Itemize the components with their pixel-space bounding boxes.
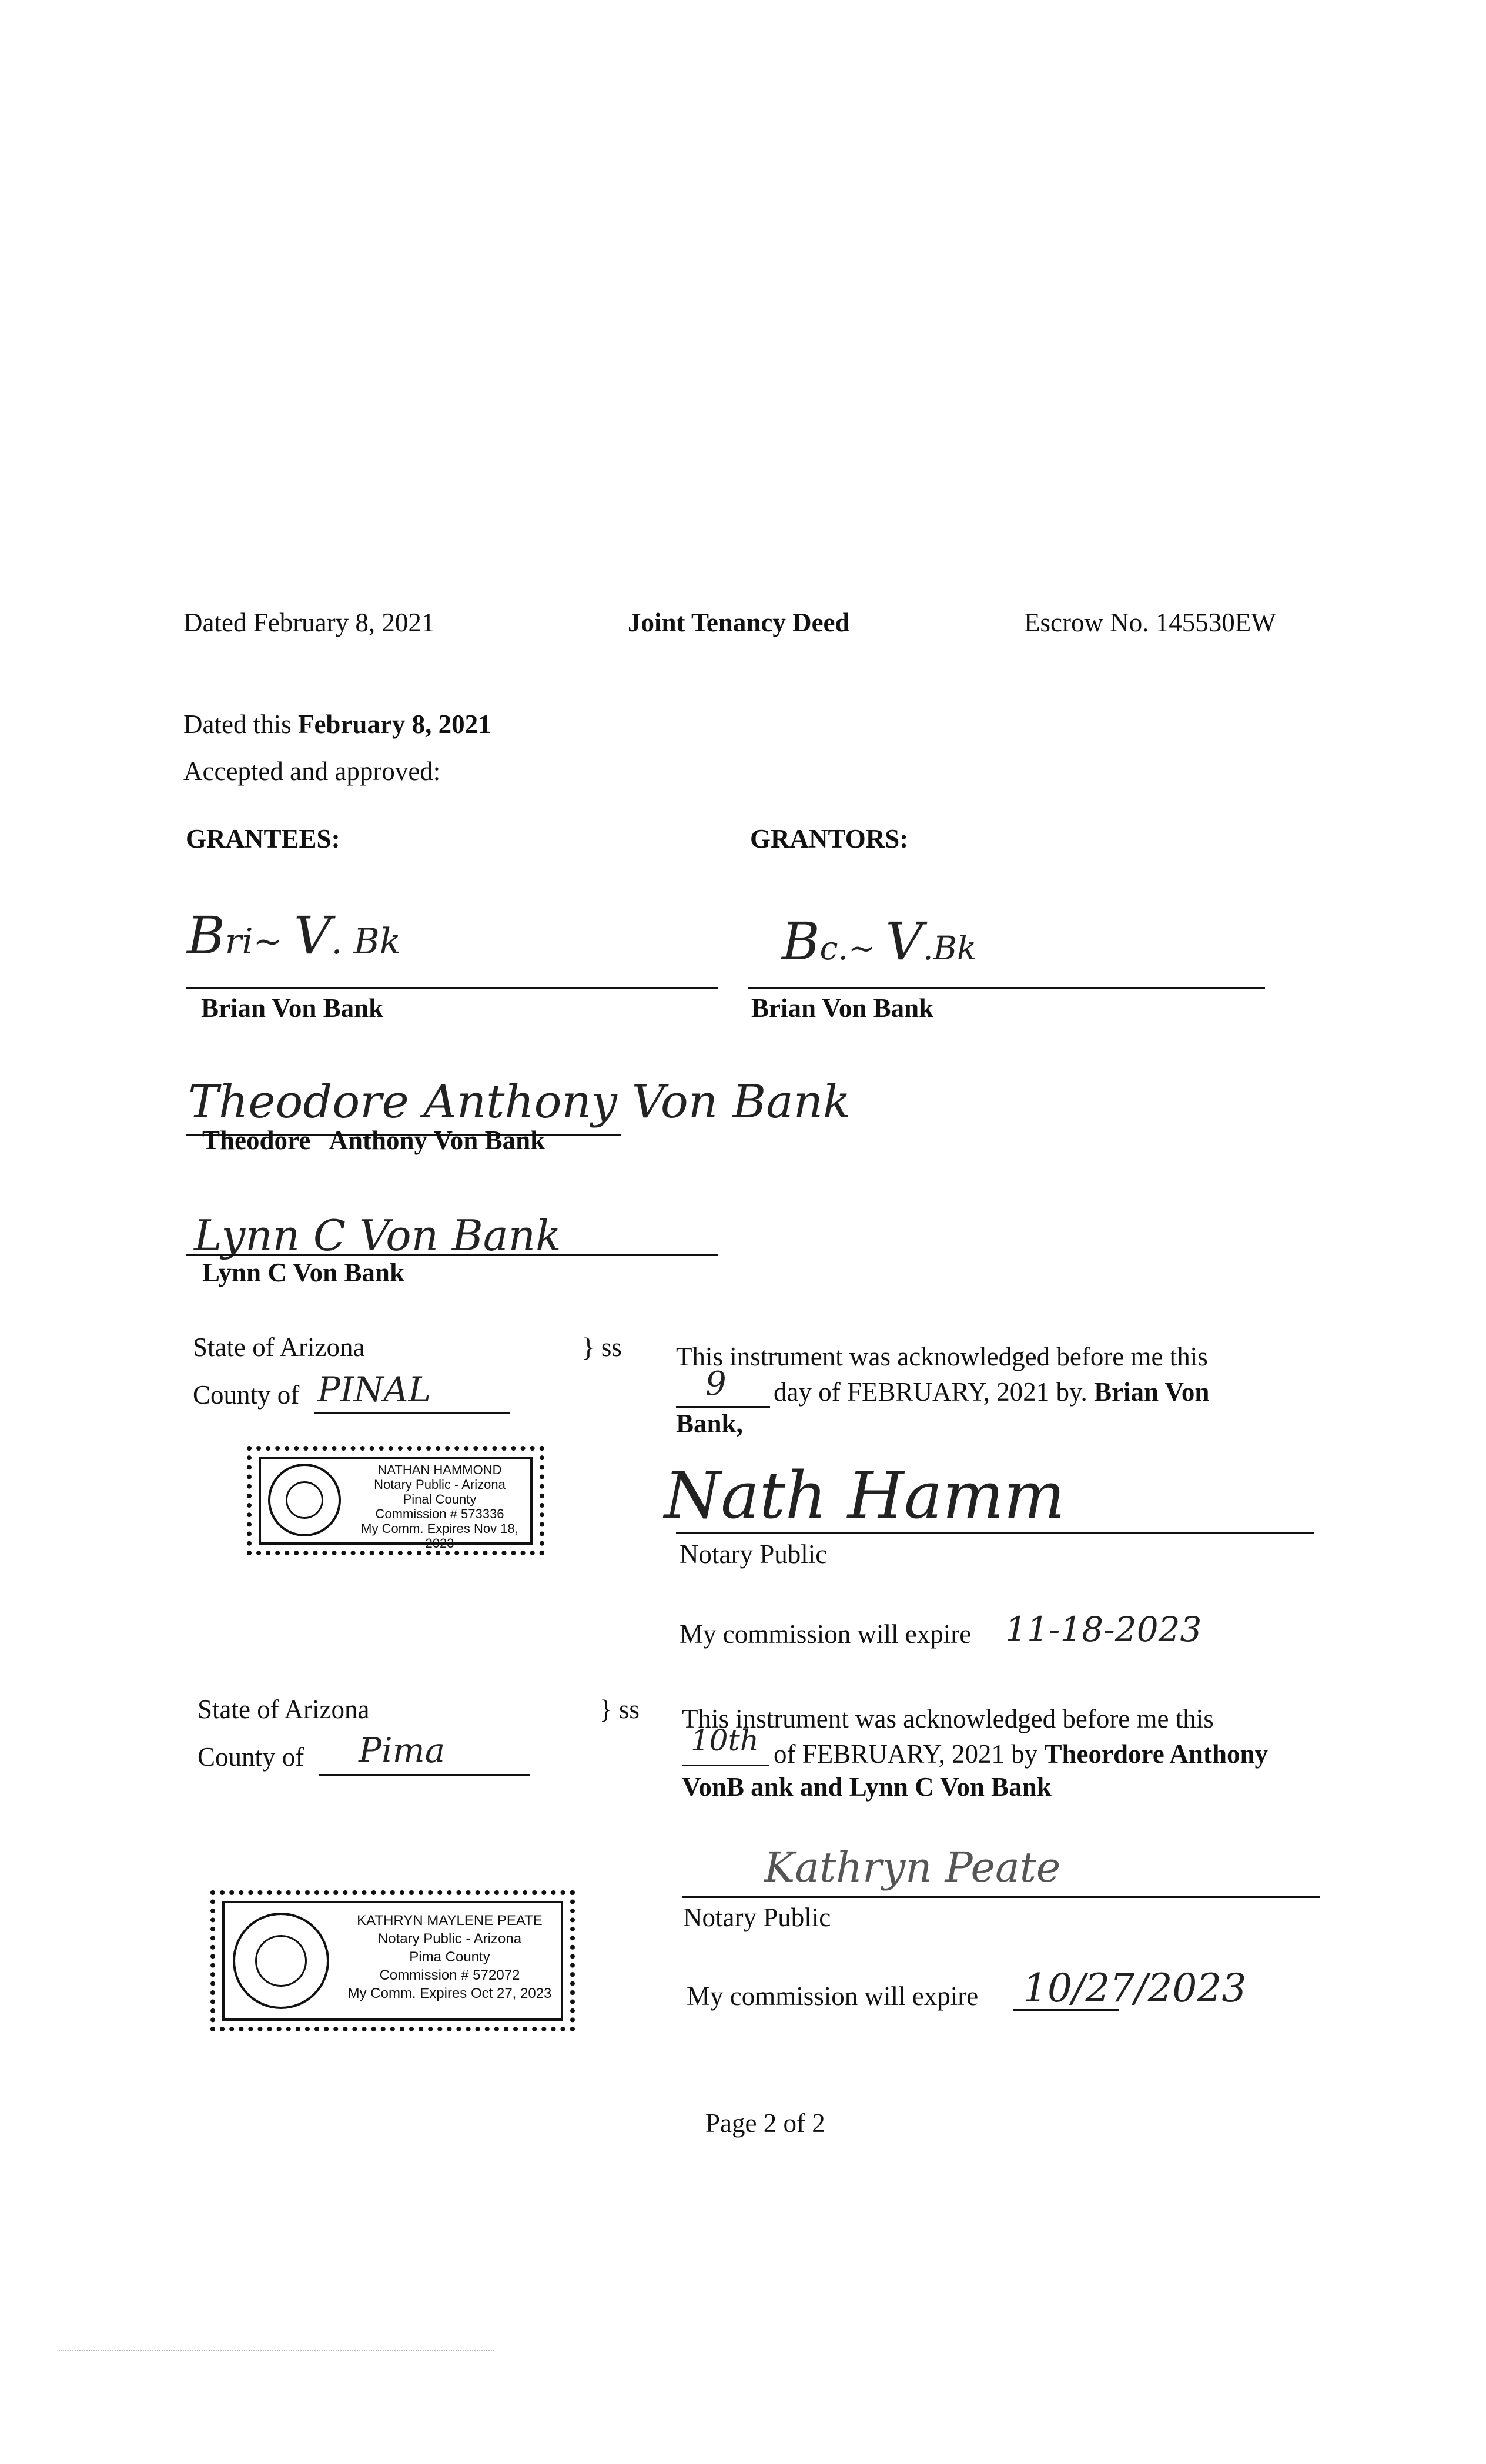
ack1-line2-text: day of FEBRUARY, 2021 by. <box>774 1377 1087 1407</box>
ack2-ss: } ss <box>600 1695 640 1724</box>
ack2-county-value: Pima <box>359 1730 446 1770</box>
grantee3-name: Lynn C Von Bank <box>202 1258 404 1287</box>
ack2-line1: This instrument was acknowledged before me this <box>682 1704 1214 1733</box>
ack1-day: 9 <box>705 1365 727 1403</box>
ack2-expire-value: 10/27/2023 <box>1023 1966 1247 2011</box>
page-footer: Page 2 of 2 <box>705 2108 825 2138</box>
ack1-ss: } ss <box>582 1333 622 1362</box>
notary1-signature-line <box>676 1532 1314 1534</box>
dated-line <box>183 711 491 738</box>
grantor1-name: Brian Von Bank <box>751 993 934 1023</box>
grantors-heading: GRANTORS: <box>750 824 909 853</box>
ack2-name2: VonB ank and Lynn C Von Bank <box>682 1772 1052 1802</box>
ack1-day-line <box>676 1406 770 1408</box>
stamp1-line5: My Comm. Expires Nov 18, 2023 <box>361 1521 518 1551</box>
ack2-day-line <box>682 1765 769 1766</box>
ack2-day: 10th <box>691 1723 759 1757</box>
ack2-county-label: County of <box>198 1742 304 1772</box>
stamp1-line4: Commission # 573336 <box>375 1506 504 1521</box>
dated-value: February 8, 2021 <box>297 709 491 739</box>
grantor1-signature-line <box>748 987 1265 989</box>
arizona-seal-icon <box>268 1464 341 1536</box>
dated-prefix: Dated this <box>183 709 298 739</box>
grantee1-name: Brian Von Bank <box>201 993 384 1023</box>
grantee1-signature-line <box>186 987 718 989</box>
stamp1-line2: Notary Public - Arizona <box>374 1477 506 1492</box>
accepted-text: Accepted and approved: <box>183 756 441 786</box>
notary2-signature-line <box>682 1896 1320 1898</box>
notary1-signature: Nath Hamm <box>664 1458 1065 1533</box>
stamp2-line2: Notary Public - Arizona <box>377 1931 522 1947</box>
ack2-name1: Theordore Anthony <box>1044 1739 1268 1769</box>
notary1-stamp <box>246 1445 545 1556</box>
ack1-name1: Brian Von <box>1094 1377 1210 1407</box>
grantee3-signature: Lynn C Von Bank <box>194 1211 561 1260</box>
ack1-expire-label: My commission will expire <box>680 1619 972 1649</box>
notary2-stamp <box>209 1889 576 2033</box>
ack2-county-line <box>319 1774 530 1776</box>
document-title: Joint Tenancy Deed <box>628 608 850 637</box>
stamp2-line5: My Comm. Expires Oct 27, 2023 <box>347 1986 552 2001</box>
stamp1-line3: Pinal County <box>403 1492 477 1506</box>
grantee1-signature: Bri~ V. Bk <box>187 905 401 966</box>
ack2-expire-label: My commission will expire <box>687 1981 979 2011</box>
notary2-label: Notary Public <box>683 1903 831 1932</box>
ack1-line2 <box>774 1379 1209 1405</box>
scan-artifact-line <box>59 2350 494 2351</box>
grantor1-signature: Bc.~ V.Bk <box>782 911 977 972</box>
ack1-county-line <box>314 1412 510 1414</box>
header-date: Dated February 8, 2021 <box>183 608 435 637</box>
arizona-seal-icon <box>233 1913 329 2009</box>
ack1-county-label: County of <box>193 1380 300 1410</box>
grantee2-signature: Theodore Anthony Von Bank <box>188 1076 851 1129</box>
ack2-line2 <box>774 1741 1268 1767</box>
grantee2-name: Theodore Anthony Von Bank <box>202 1126 545 1155</box>
grantee3-signature-line <box>186 1254 718 1256</box>
grantees-heading: GRANTEES: <box>186 824 340 853</box>
ack1-name2: Bank, <box>676 1409 743 1438</box>
notary2-signature: Kathryn Peate <box>764 1843 1061 1891</box>
ack1-state: State of Arizona <box>193 1333 365 1362</box>
ack2-expire-line <box>1013 2009 1119 2011</box>
ack1-county-value: PINAL <box>317 1370 431 1410</box>
ack2-line2-text: of FEBRUARY, 2021 by <box>774 1739 1038 1769</box>
stamp2-line3: Pima County <box>409 1949 490 1965</box>
ack2-state: State of Arizona <box>198 1695 370 1724</box>
escrow-number: Escrow No. 145530EW <box>1024 608 1276 637</box>
ack1-line1: This instrument was acknowledged before me this <box>676 1342 1208 1371</box>
stamp2-line4: Commission # 572072 <box>379 1967 520 1983</box>
ack1-expire-value: 11-18-2023 <box>1005 1609 1202 1649</box>
stamp1-line1: NATHAN HAMMOND <box>377 1462 502 1477</box>
stamp2-line1: KATHRYN MAYLENE PEATE <box>357 1913 543 1929</box>
notary1-label: Notary Public <box>680 1539 828 1569</box>
